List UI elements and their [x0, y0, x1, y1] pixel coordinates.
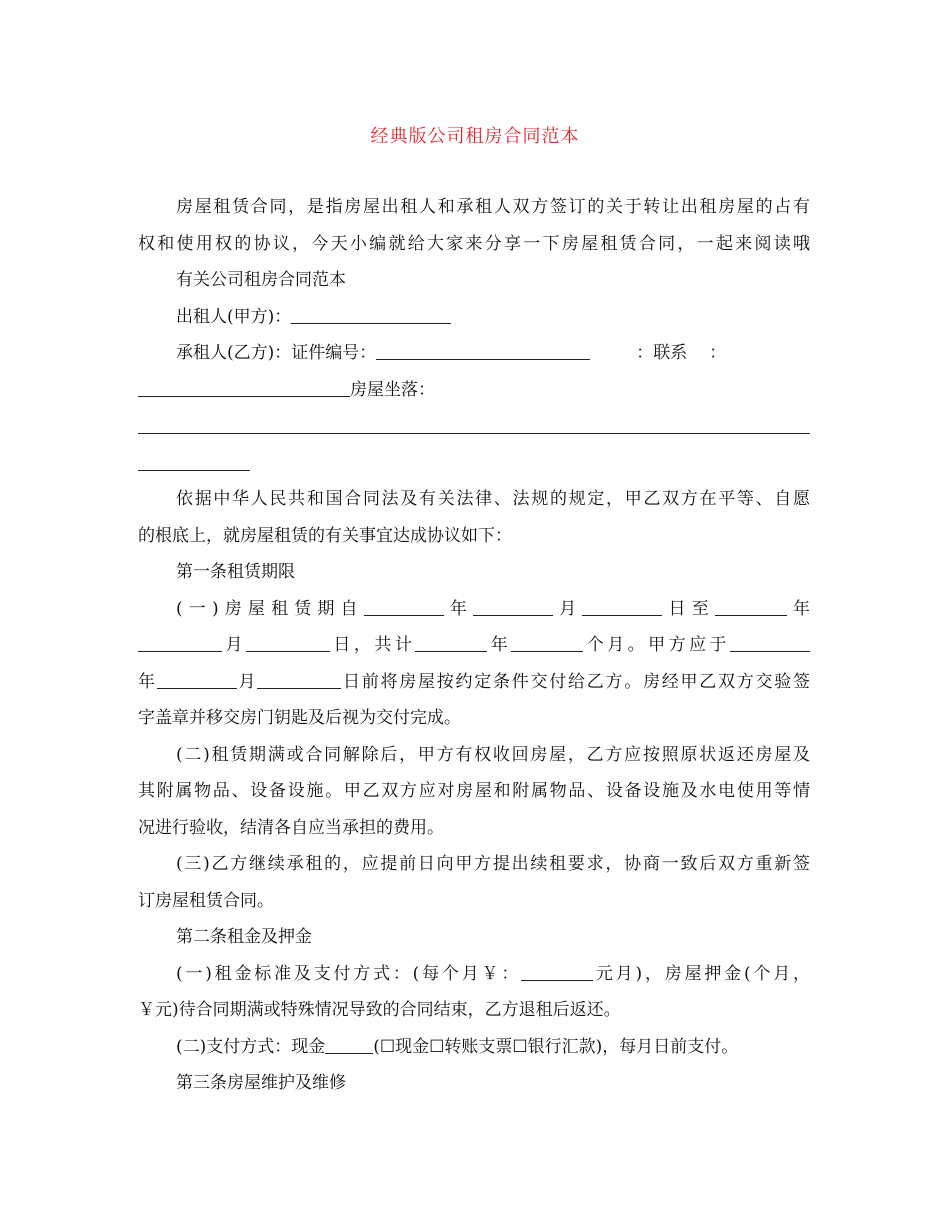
- start-month-blank[interactable]: [473, 598, 553, 616]
- article-1-item-2-line-1: (二)租赁期满或合同解除后，甲方有权收回房屋，乙方应按照原状返还房屋及: [176, 745, 810, 765]
- article-2-heading: 第二条租金及押金: [176, 927, 312, 947]
- payment-options: (☐现金☐转账支票☐银行汇款)，每月日前支付。: [373, 1037, 739, 1057]
- lessee-line: [176, 342, 810, 364]
- end-month-blank[interactable]: [138, 634, 222, 652]
- year-label-3: 年: [487, 635, 512, 655]
- month-label: 月: [553, 599, 583, 619]
- location-label: 房屋坐落：: [350, 380, 435, 400]
- contact-colon: ：: [709, 343, 727, 363]
- location-line: [138, 379, 810, 401]
- month-label-3: 月: [236, 672, 258, 692]
- article-1-item-2-line-2: 其附属物品、设备设施。甲乙双方应对房屋和附属物品、设备设施及水电使用等情: [138, 781, 810, 801]
- deposit-label: 元月)，房屋押金(个月，: [593, 964, 811, 984]
- lessor-blank[interactable]: [291, 306, 451, 324]
- deliver-month-blank[interactable]: [157, 671, 237, 689]
- contact-label: ：联系: [636, 343, 688, 363]
- article-1-item-3-line-2: 订房屋租赁合同。: [138, 891, 274, 911]
- deliver-year-blank[interactable]: [730, 634, 810, 652]
- end-year-blank[interactable]: [715, 598, 787, 616]
- day-before-label: 日前将房屋按约定条件交付给乙方。房经甲乙双方交验签: [341, 672, 810, 692]
- total-years-blank[interactable]: [415, 634, 487, 652]
- lessor-line: [176, 306, 810, 328]
- intro-line-1: 房屋租赁合同，是指房屋出租人和承租人双方签订的关于转让出租房屋的占有: [176, 197, 810, 217]
- id-number-blank[interactable]: [376, 342, 590, 360]
- intro-line-2: 权和使用权的协议，今天小编就给大家来分享一下房屋租赁合同，一起来阅读哦: [138, 234, 810, 254]
- payment-method-blank[interactable]: [325, 1036, 373, 1054]
- start-year-blank[interactable]: [364, 598, 444, 616]
- article-2-item-2: [176, 1036, 810, 1058]
- article-3-heading: 第三条房屋维护及维修: [176, 1073, 346, 1093]
- article-2-item-1-line-2: ￥元)待合同期满或特殊情况导致的合同结束，乙方退租后返还。: [138, 1000, 621, 1020]
- lessee-label: 承租人(乙方)：证件编号：: [176, 343, 377, 363]
- intro-line-3: 有关公司租房合同范本: [176, 270, 346, 290]
- year-label-4: 年: [138, 672, 157, 692]
- article-1-item-1-line-1: [176, 598, 810, 620]
- contact-blank[interactable]: [138, 379, 350, 397]
- article-1-item-2-line-3: 况进行验收，结清各自应当承担的费用。: [138, 818, 444, 838]
- lease-from-label: (一)房屋租赁期自: [176, 599, 364, 619]
- article-1-item-1-line-2: [138, 634, 810, 656]
- basis-line-1: 依据中华人民共和国合同法及有关法律、法规的规定，甲乙双方在平等、自愿: [176, 489, 810, 509]
- basis-line-2: 的根底上，就房屋租赁的有关事宜达成协议如下：: [138, 526, 512, 546]
- day-to-label: 日至: [662, 599, 715, 619]
- year-label: 年: [443, 599, 474, 619]
- start-day-blank[interactable]: [582, 598, 662, 616]
- rent-standard-label: (一)租金标准及支付方式：(每个月￥：: [176, 964, 522, 984]
- deliver-day-blank[interactable]: [257, 671, 341, 689]
- article-1-item-3-line-1: (三)乙方继续承租的，应提前日向甲方提出续租要求，协商一致后双方重新签: [176, 854, 810, 874]
- article-1-item-1-line-4: 字盖章并移交房门钥匙及后视为交付完成。: [138, 708, 461, 728]
- total-months-blank[interactable]: [511, 634, 583, 652]
- lessor-label: 出租人(甲方)：: [176, 307, 292, 327]
- months-label: 个月。甲方应于: [583, 635, 731, 655]
- end-day-blank[interactable]: [246, 634, 330, 652]
- article-1-heading: 第一条租赁期限: [176, 562, 295, 582]
- month-label-2: 月: [222, 635, 246, 655]
- document-title: 经典版公司租房合同范本: [370, 126, 580, 147]
- article-2-item-1-line-1: [176, 963, 810, 985]
- year-label-2: 年: [786, 599, 811, 619]
- rent-amount-blank[interactable]: [521, 963, 593, 981]
- payment-method-label: (二)支付方式：现金: [176, 1037, 326, 1057]
- location-blank-line-1[interactable]: [138, 433, 810, 434]
- article-1-item-1-line-3: [138, 671, 810, 693]
- location-blank-line-2[interactable]: [138, 470, 250, 471]
- day-total-label: 日，共计: [329, 635, 416, 655]
